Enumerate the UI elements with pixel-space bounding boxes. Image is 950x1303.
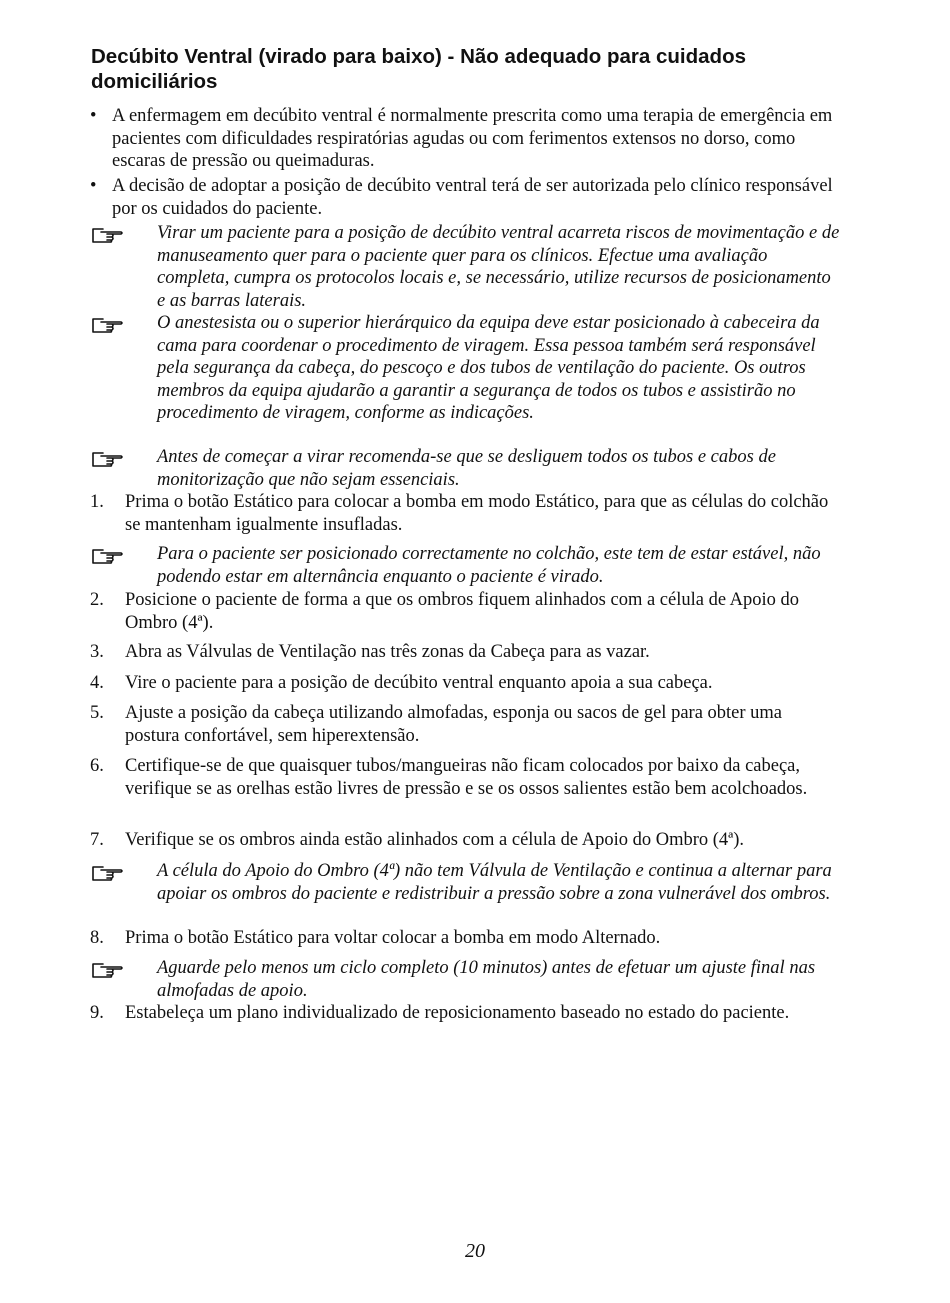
step-text: Certifique-se de que quaisquer tubos/mangueiras não ficam colocados por baixo da cabeça, verifique se as orelhas estão livres de pressão e se os ossos salientes estão bem acolchoados.: [125, 756, 808, 799]
step-number: 6.: [90, 756, 104, 776]
pointing-hand-icon: [90, 545, 124, 567]
pointing-hand-icon: [90, 448, 124, 470]
step-number: 7.: [90, 830, 104, 850]
step-text: Posicione o paciente de forma a que os ombros fiquem alinhados com a célula de Apoio do Ombro (4ª).: [125, 590, 800, 633]
bullet-text: A decisão de adoptar a posição de decúbito ventral terá de ser autorizada pelo clínico responsável por os cuidados do paciente.: [112, 176, 833, 219]
page-number: 20: [465, 1240, 485, 1262]
step-number: 8.: [90, 928, 104, 948]
step-text: Estabeleça um plano individualizado de reposicionamento baseado no estado do paciente.: [125, 1003, 790, 1023]
pointing-hand-icon: [90, 959, 124, 981]
step-number: 5.: [90, 703, 104, 723]
step-text: Vire o paciente para a posição de decúbito ventral enquanto apoia a sua cabeça.: [125, 673, 713, 693]
bullet-marker: •: [90, 176, 97, 196]
note-text: Antes de começar a virar recomenda-se que se desliguem todos os tubos e cabos de monitorização que não sejam essenciais.: [157, 447, 776, 490]
note-text: O anestesista ou o superior hierárquico da equipa deve estar posicionado à cabeceira da cama para coordenar o procedimento de viragem. Essa pessoa também será responsável pela segurança da cabeça, do pescoço e dos tubos de ventilação do paciente. Os outros membros da equipa ajudarão a garantir a segurança de todos os tubos e assistirão no procedimento de viragem, conforme as indicações.: [157, 313, 820, 423]
pointing-hand-icon: [90, 862, 124, 884]
pointing-hand-icon: [90, 314, 124, 336]
note-text: Aguarde pelo menos um ciclo completo (10 minutos) antes de efetuar um ajuste final nas almofadas de apoio.: [157, 958, 816, 1001]
note-text: Virar um paciente para a posição de decúbito ventral acarreta riscos de movimentação e de manuseamento quer para o paciente quer para os clínicos. Efectue uma avaliação completa, cumpra os protocolos locais e, se necessário, utilize recursos de posicionamento e as barras laterais.: [157, 223, 840, 311]
step-text: Verifique se os ombros ainda estão alinhados com a célula de Apoio do Ombro (4ª).: [125, 830, 745, 850]
pointing-hand-icon: [90, 224, 124, 246]
note-text: Para o paciente ser posicionado correctamente no colchão, este tem de estar estável, não podendo estar em alternância enquanto o paciente é virado.: [157, 544, 821, 587]
section-heading: Decúbito Ventral (virado para baixo) - Não adequado para cuidados domiciliários: [91, 45, 746, 93]
step-number: 1.: [90, 492, 104, 512]
bullet-marker: •: [90, 106, 97, 126]
step-number: 2.: [90, 590, 104, 610]
step-number: 9.: [90, 1003, 104, 1023]
step-text: Abra as Válvulas de Ventilação nas três zonas da Cabeça para as vazar.: [125, 642, 650, 662]
step-text: Prima o botão Estático para colocar a bomba em modo Estático, para que as células do colchão se mantenham igualmente insufladas.: [125, 492, 829, 535]
note-text: A célula do Apoio do Ombro (4ª) não tem Válvula de Ventilação e continua a alternar para apoiar os ombros do paciente e redistribuir a pressão sobre a zona vulnerável dos ombros.: [157, 861, 832, 904]
bullet-text: A enfermagem em decúbito ventral é normalmente prescrita como uma terapia de emergência em pacientes com dificuldades respiratórias agudas ou com ferimentos extensos no dorso, como escaras de pressão ou queimaduras.: [112, 106, 833, 171]
step-number: 4.: [90, 673, 104, 693]
step-text: Ajuste a posição da cabeça utilizando almofadas, esponja ou sacos de gel para obter uma postura confortável, sem hiperextensão.: [125, 703, 783, 746]
step-number: 3.: [90, 642, 104, 662]
step-text: Prima o botão Estático para voltar colocar a bomba em modo Alternado.: [125, 928, 661, 948]
